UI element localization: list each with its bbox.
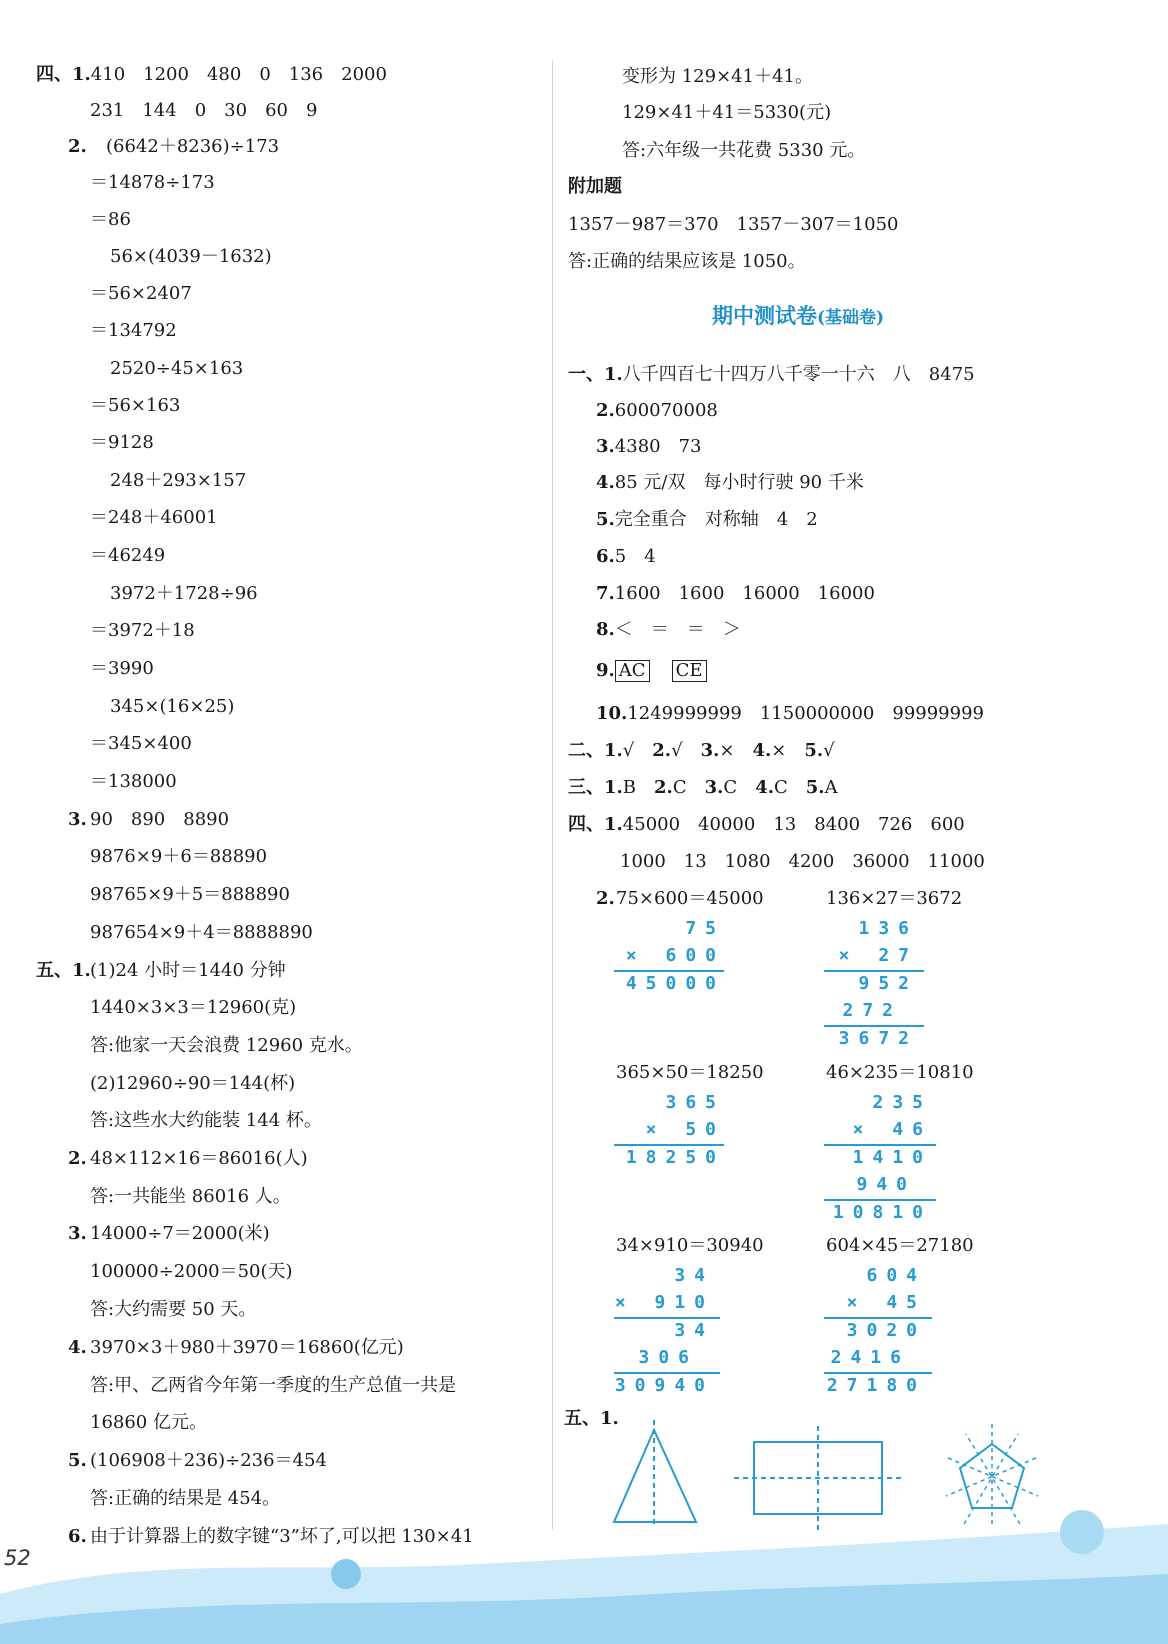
calc-line: ＝3972＋18 [90,620,195,641]
calc-row: 3020 [846,1320,926,1341]
q3-line: 三、1.B 2.C 3.C 4.C 5.A [568,777,838,798]
answer-line: 90 890 8890 [90,809,230,830]
answer-box: CE [672,660,707,682]
calc-line: ＝345×400 [90,733,192,754]
calc-equation: 365×50＝18250 [616,1062,764,1083]
calc-line: ＝134792 [90,320,177,341]
q1-item-4: 4.85 元/双 每小时行驶 90 千米 [596,472,864,493]
calc-row: 1410 [852,1147,932,1168]
calc-line [824,1317,932,1319]
calc-row: 10810 [832,1202,932,1223]
exam-title: 期中测试卷(基础卷) [712,303,885,328]
page-number: 52 [4,1546,31,1570]
calc-row: 34 [674,1265,714,1286]
q1-item-7: 7.1600 1600 16000 16000 [596,583,875,604]
answer-box: AC [615,660,650,682]
answer-line: 1440×3×3＝12960(克) [90,997,297,1018]
calc-line: (6642＋8236)÷173 [106,136,280,157]
answer-line: 答:正确的结果是 454。 [90,1488,281,1509]
calc-row: × 50 [645,1119,725,1140]
calc-equation: 34×910＝30940 [616,1235,764,1256]
calc-line [824,1144,936,1146]
q1-item-5: 5.完全重合 对称轴 4 2 [596,509,818,530]
calc-line: ＝56×2407 [90,283,192,304]
calc-row: 30940 [614,1375,714,1396]
calc-line [824,970,924,972]
q5-label: 五、1. [564,1408,619,1429]
calc-line [824,1025,924,1027]
s5-q4-label: 4. [68,1337,87,1358]
calc-line [614,1317,720,1319]
calc-equation: 46×235＝10810 [826,1062,974,1083]
q4-2-label: 2. [596,888,615,909]
calc-row: 3672 [838,1028,918,1049]
calc-row: 18250 [625,1147,725,1168]
answer-line: 14000÷7＝2000(米) [90,1223,270,1244]
calc-line: 248＋293×157 [110,470,247,491]
answer-line: 答:一共能坐 86016 人。 [90,1186,291,1207]
answer-line: 100000÷2000＝50(天) [90,1261,293,1282]
answer-line: 9876×9＋6＝88890 [90,846,268,867]
answer-line: 答:六年级一共花费 5330 元。 [622,140,866,161]
q4-1-line2: 1000 13 1080 4200 36000 11000 [620,851,985,872]
q1-item-1: 一、1.八千四百七十四万八千零一十六 八 8475 [568,364,975,385]
calc-line: 56×(4039－1632) [110,246,272,267]
calc-line [824,1199,936,1201]
calc-row: 306 [638,1347,698,1368]
answer-line: 48×112×16＝86016(人) [90,1148,308,1169]
q1-item-3: 3.4380 73 [596,436,702,457]
calc-row: 27180 [826,1375,926,1396]
extra-title: 附加题 [568,176,622,197]
calc-row: × 45 [846,1292,926,1313]
calc-row: 604 [866,1265,926,1286]
calc-row: 365 [665,1092,725,1113]
calc-line: ＝9128 [90,432,154,453]
bottom-wave-decoration [0,1484,1168,1644]
answer-line: (1)24 小时＝1440 分钟 [90,960,286,981]
calc-row: 75 [685,918,725,939]
calc-row: 34 [674,1320,714,1341]
q1-item-2: 2.600070008 [596,400,718,421]
calc-line: ＝86 [90,209,131,230]
calc-equation: 75×600＝45000 [616,888,764,909]
calc-row: 136 [858,918,918,939]
calc-line: ＝46249 [90,545,166,566]
calc-line: 345×(16×25) [110,696,235,717]
q1-item-10: 10.1249999999 1150000000 99999999 [596,703,984,724]
answer-line: 变形为 129×41＋41。 [622,66,813,87]
calc-row: 940 [856,1174,916,1195]
calc-line: ＝14878÷173 [90,172,215,193]
s5-label: 五、1. [36,960,91,981]
answer-line: 答:这些水大约能装 144 杯。 [90,1110,322,1131]
answer-line: 3970×3＋980＋3970＝16860(亿元) [90,1337,404,1358]
calc-line [614,970,724,972]
calc-row: × 600 [625,945,725,966]
q1-item-6: 6.5 4 [596,546,656,567]
column-divider [552,60,553,1530]
answer-line: 16860 亿元。 [90,1412,207,1433]
calc-row: × 27 [838,945,918,966]
answer-line: 答:正确的结果应该是 1050。 [568,251,806,272]
answer-line: 98765×9＋5＝888890 [90,884,290,905]
calc-row: × 910 [614,1292,714,1313]
calc-row: 45000 [625,973,725,994]
s4-q1-line2: 231 144 0 30 60 9 [90,100,318,121]
calc-line [824,1372,932,1374]
calc-row: 235 [872,1092,932,1113]
s5-q5-label: 5. [68,1450,87,1471]
calc-row: 272 [842,1000,902,1021]
calc-line [614,1372,720,1374]
calc-line: ＝56×163 [90,395,181,416]
s4-q2-label: 2. [68,136,87,157]
calc-line [614,1144,724,1146]
calc-equation: 136×27＝3672 [826,888,963,909]
q4-1-line1: 四、1.45000 40000 13 8400 726 600 [568,814,965,835]
answer-line: 129×41＋41＝5330(元) [622,102,832,123]
answer-line: 987654×9＋4＝8888890 [90,922,313,943]
s4-q3-label: 3. [68,809,87,830]
q1-item-9: 9. AC CE [596,660,729,682]
answer-line: 1357－987＝370 1357－307＝1050 [568,214,899,235]
answer-line: (106908＋236)÷236＝454 [90,1450,327,1471]
answer-line: 由于计算器上的数字键“3”坏了,可以把 130×41 [90,1526,474,1547]
calc-line: ＝138000 [90,771,177,792]
calc-row: 952 [858,973,918,994]
q2-line: 二、1.√ 2.√ 3.× 4.× 5.√ [568,740,835,761]
calc-row: 2416 [830,1347,910,1368]
answer-line: 答:他家一天会浪费 12960 克水。 [90,1035,363,1056]
s5-q2-label: 2. [68,1148,87,1169]
answer-line: 答:大约需要 50 天。 [90,1299,257,1320]
calc-equation: 604×45＝27180 [826,1235,974,1256]
calc-line: ＝248＋46001 [90,507,218,528]
q1-item-8: 8.＜ ＝ ＝ ＞ [596,619,741,640]
answer-line: (2)12960÷90＝144(杯) [90,1073,296,1094]
s5-q6-label: 6. [68,1526,87,1547]
calc-line: 3972＋1728÷96 [110,583,258,604]
answer-line: 答:甲、乙两省今年第一季度的生产总值一共是 [90,1375,457,1396]
calc-line: 2520÷45×163 [110,358,244,379]
calc-line: ＝3990 [90,658,154,679]
s5-q3-label: 3. [68,1223,87,1244]
s4-q1-line1: 四、1.410 1200 480 0 136 2000 [36,64,387,85]
calc-row: × 46 [852,1119,932,1140]
